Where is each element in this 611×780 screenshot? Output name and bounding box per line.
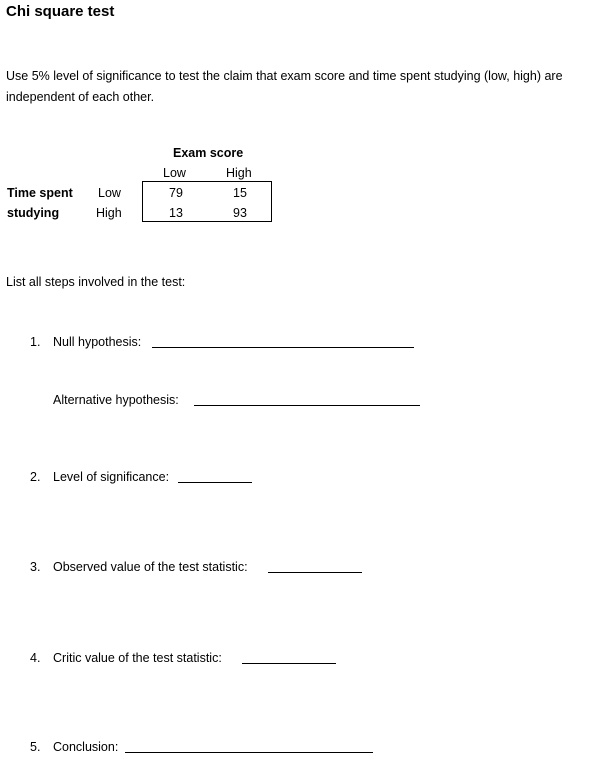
column-header-low: Low: [163, 166, 186, 180]
step-1-number: 1.: [30, 335, 41, 349]
critic-value-blank[interactable]: [242, 663, 336, 664]
table-cell: 93: [233, 206, 247, 220]
conclusion-label: Conclusion:: [53, 740, 119, 754]
null-hypothesis-label: Null hypothesis:: [53, 335, 142, 349]
step-4-number: 4.: [30, 651, 41, 665]
intro-paragraph: Use 5% level of significance to test the claim that exam score and time spent studying (low, high) are independent of each other.: [6, 69, 563, 104]
step-2-number: 2.: [30, 470, 41, 484]
observed-value-label: Observed value of the test statistic:: [53, 560, 248, 574]
alternative-hypothesis-label: Alternative hypothesis:: [53, 393, 179, 407]
column-group-header: Exam score: [173, 146, 244, 160]
row-group-header-line1: Time spent: [7, 186, 73, 200]
conclusion-blank[interactable]: [125, 752, 373, 753]
step-3-number: 3.: [30, 560, 41, 574]
data-grid: [142, 181, 272, 222]
observed-value-blank[interactable]: [268, 572, 362, 573]
null-hypothesis-blank[interactable]: [152, 347, 414, 348]
table-cell: 13: [169, 206, 183, 220]
alternative-hypothesis-blank[interactable]: [194, 405, 420, 406]
level-of-significance-label: Level of significance:: [53, 470, 170, 484]
row-header-high: High: [96, 206, 122, 220]
row-header-low: Low: [98, 186, 121, 200]
steps-prompt: List all steps involved in the test:: [6, 275, 186, 289]
step-5-number: 5.: [30, 740, 41, 754]
table-cell: 79: [169, 186, 183, 200]
column-header-high: High: [226, 166, 252, 180]
level-of-significance-blank[interactable]: [178, 482, 252, 483]
table-cell: 15: [233, 186, 247, 200]
critic-value-label: Critic value of the test statistic:: [53, 651, 222, 665]
row-group-header-line2: studying: [7, 206, 60, 220]
page-title: Chi square test: [6, 3, 115, 20]
